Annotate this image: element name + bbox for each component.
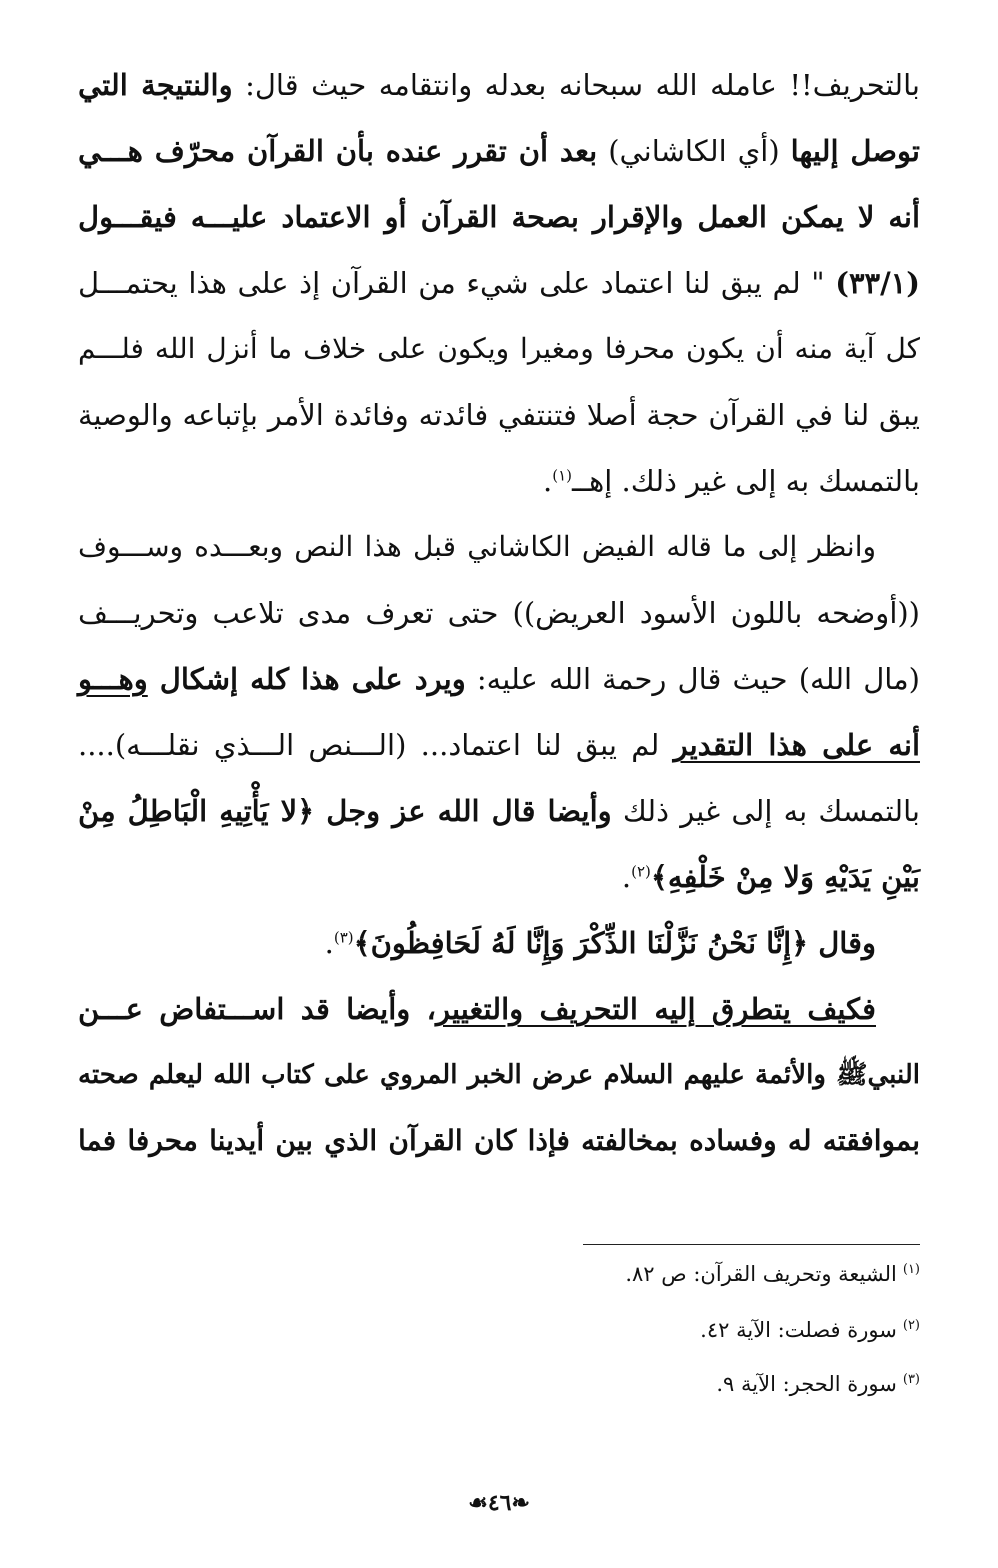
text-line-11 <box>78 712 920 778</box>
bold-run: أنه لا يمكن العمل والإقرار بصحة القرآن أو الاعتماد عليـــه فيقـــول <box>78 200 920 234</box>
bold-run: (٣٣/١) <box>835 266 920 300</box>
page-number <box>0 1490 998 1516</box>
text-line-16 <box>78 1042 920 1108</box>
text-line-9 <box>78 580 920 646</box>
footnote-ref: (١) <box>552 466 572 485</box>
text-line-10 <box>78 646 920 712</box>
text-line-8 <box>78 514 920 580</box>
page-body <box>78 52 920 1174</box>
text-line-17 <box>78 1108 920 1174</box>
text-run: (مال الله) حيث قال رحمة الله عليه: <box>465 662 920 696</box>
footnote-text: الشيعة وتحريف القرآن: ص ٨٢. <box>625 1262 897 1286</box>
bold-run: وأيضا قال الله عز وجل ﴿لا يَأْتِيهِ الْبَاطِلُ مِنْ <box>78 794 612 828</box>
text-line-14 <box>78 910 920 976</box>
underlined-bold-run: أنه على هذا التقدير <box>673 728 920 762</box>
text-line-13 <box>78 844 920 910</box>
text-line-4 <box>78 250 920 316</box>
footnote-number: (٢) <box>902 1318 920 1333</box>
bold-run: توصل إليها <box>790 134 920 168</box>
page-number-text: ٤٦ <box>487 1490 512 1516</box>
footnote-2 <box>700 1318 920 1342</box>
footnote-number: (٣) <box>902 1372 920 1387</box>
text-run: . <box>621 860 632 894</box>
text-run: يبق لنا في القرآن حجة أصلا فتنتفي فائدته وفائدة الأمر بإتباعه والوصية <box>78 398 920 432</box>
ornament-right-icon: ❧ <box>511 1490 530 1516</box>
bold-run: بموافقته له وفساده بمخالفته فإذا كان القرآن الذي بين أيدينا محرفا فما <box>78 1124 920 1157</box>
footnote-text: سورة الحجر: الآية ٩. <box>716 1372 897 1396</box>
footnote-3 <box>716 1372 920 1396</box>
footnote-text: سورة فصلت: الآية ٤٢. <box>700 1318 897 1342</box>
text-line-1 <box>78 52 920 118</box>
text-run: لم يبق لنا اعتماد... (الـــنص الـــذي نقلـــه).... <box>78 728 674 762</box>
underlined-bold-run: وهـــو <box>78 662 148 696</box>
text-line-12 <box>78 778 920 844</box>
bold-run: والنتيجة التي <box>78 68 233 102</box>
underlined-bold-run: فكيف يتطرق إليه التحريف والتغيير <box>436 992 876 1026</box>
text-line-5 <box>78 316 920 382</box>
text-line-2 <box>78 118 920 184</box>
footnote-1 <box>625 1262 920 1286</box>
footnote-separator <box>583 1244 920 1245</box>
text-run: وانظر إلى ما قاله الفيض الكاشاني قبل هذا النص وبعـــده وســـوف <box>78 530 876 563</box>
text-line-6 <box>78 382 920 448</box>
bold-run: النبيﷺ والأئمة عليهم السلام عرض الخبر المروي على كتاب الله ليعلم صحته <box>78 1060 920 1090</box>
text-run: . <box>324 926 334 960</box>
text-run: بالتحريف!! عامله الله سبحانه بعدله وانتقامه حيث قال: <box>232 68 920 102</box>
quran-verse: بَيْنِ يَدَيْهِ وَلا مِنْ خَلْفِهِ﴾ <box>650 860 920 894</box>
text-line-7 <box>78 448 920 514</box>
text-run: (أي الكاشاني) <box>597 134 791 168</box>
text-line-3 <box>78 184 920 250</box>
text-run: " لم يبق لنا اعتماد على شيء من القرآن إذ على هذا يحتمـــل <box>78 266 836 300</box>
text-line-15 <box>78 976 920 1042</box>
footnote-ref: (٢) <box>631 862 651 881</box>
footnote-ref: (٣) <box>333 928 354 947</box>
text-run: بالتمسك به إلى غير ذلك <box>611 794 920 828</box>
bold-run: ويرد على هذا كله إشكال <box>147 662 466 696</box>
text-run: بالتمسك به إلى غير ذلك. إهــ <box>571 464 920 498</box>
text-run: ((أوضحه باللون الأسود العريض)) حتى تعرف مدى تلاعب وتحريـــف <box>78 596 920 630</box>
bold-run: ، وأيضا قد اســـتفاض عـــن <box>78 992 437 1026</box>
bold-run: بعد أن تقرر عنده بأن القرآن محرّف هـــي <box>78 134 598 168</box>
quran-verse: وقال ﴿إِنَّا نَحْنُ نَزَّلْنَا الذِّكْرَ وَإِنَّا لَهُ لَحَافِظُونَ﴾ <box>353 926 876 960</box>
text-run: . <box>542 464 553 498</box>
ornament-left-icon: ☙ <box>468 1490 488 1516</box>
text-run: كل آية منه أن يكون محرفا ومغيرا ويكون على خلاف ما أنزل الله فلـــم <box>78 332 920 365</box>
footnote-number: (١) <box>902 1262 920 1277</box>
